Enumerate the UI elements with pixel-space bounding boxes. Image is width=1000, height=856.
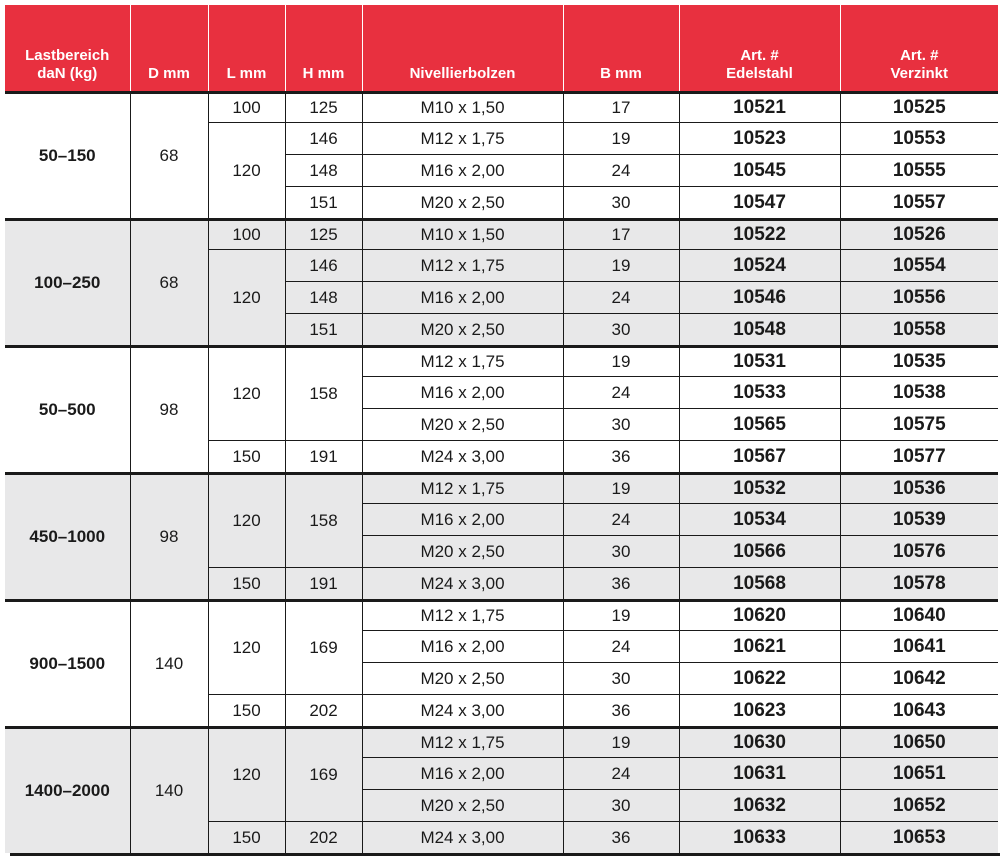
header-b-label: B mm — [600, 65, 642, 82]
header-bolt-label: Nivellierbolzen — [409, 65, 516, 82]
b-cell: 36 — [563, 822, 679, 854]
l-cell: 120 — [208, 250, 285, 347]
bolt-cell: M16 x 2,00 — [362, 758, 563, 790]
bolt-cell: M24 x 3,00 — [362, 822, 563, 854]
art-zinc-cell: 10641 — [840, 631, 998, 663]
art-zinc-cell: 10575 — [840, 409, 998, 441]
art-steel-cell: 10565 — [679, 409, 840, 441]
b-cell: 30 — [563, 790, 679, 822]
art-zinc-cell: 10640 — [840, 601, 998, 631]
h-cell: 146 — [285, 250, 362, 282]
b-cell: 19 — [563, 601, 679, 631]
art-zinc-cell: 10578 — [840, 568, 998, 601]
b-cell: 19 — [563, 474, 679, 504]
b-cell: 24 — [563, 758, 679, 790]
table-row — [5, 220, 998, 250]
art-zinc-cell: 10653 — [840, 822, 998, 854]
art-steel-cell: 10531 — [679, 347, 840, 377]
b-cell: 24 — [563, 631, 679, 663]
bolt-cell: M20 x 2,50 — [362, 663, 563, 695]
art-steel-cell: 10566 — [679, 536, 840, 568]
art-steel-cell: 10568 — [679, 568, 840, 601]
bolt-cell: M24 x 3,00 — [362, 441, 563, 474]
table-row — [5, 474, 998, 504]
b-cell: 17 — [563, 93, 679, 123]
table-group — [5, 474, 998, 601]
b-cell: 30 — [563, 314, 679, 347]
art-zinc-cell: 10553 — [840, 123, 998, 155]
bolt-cell: M20 x 2,50 — [362, 790, 563, 822]
bolt-cell: M16 x 2,00 — [362, 282, 563, 314]
b-cell: 19 — [563, 250, 679, 282]
l-cell: 100 — [208, 220, 285, 250]
b-cell: 17 — [563, 220, 679, 250]
l-cell: 150 — [208, 695, 285, 728]
h-cell: 146 — [285, 123, 362, 155]
bolt-cell: M24 x 3,00 — [362, 695, 563, 728]
b-cell: 19 — [563, 728, 679, 758]
table-header — [5, 5, 998, 93]
header-load-range — [5, 5, 130, 93]
d-cell: 98 — [130, 347, 208, 474]
d-cell: 68 — [130, 93, 208, 220]
l-cell: 150 — [208, 441, 285, 474]
h-cell: 125 — [285, 220, 362, 250]
art-steel-cell: 10631 — [679, 758, 840, 790]
art-steel-cell: 10546 — [679, 282, 840, 314]
art-steel-cell: 10532 — [679, 474, 840, 504]
bolt-cell: M10 x 1,50 — [362, 93, 563, 123]
art-steel-cell: 10620 — [679, 601, 840, 631]
load-range-cell: 100–250 — [5, 220, 130, 347]
l-cell: 120 — [208, 347, 285, 441]
bolt-cell: M24 x 3,00 — [362, 568, 563, 601]
art-steel-cell: 10630 — [679, 728, 840, 758]
header-art-zinc — [840, 5, 998, 93]
load-range-cell: 50–500 — [5, 347, 130, 474]
header-load-range-label: Lastbereich daN (kg) — [25, 47, 110, 82]
load-range-cell: 450–1000 — [5, 474, 130, 601]
b-cell: 19 — [563, 347, 679, 377]
art-zinc-cell: 10555 — [840, 155, 998, 187]
bolt-cell: M16 x 2,00 — [362, 155, 563, 187]
h-cell: 158 — [285, 474, 362, 568]
art-steel-cell: 10567 — [679, 441, 840, 474]
d-cell: 140 — [130, 601, 208, 728]
bolt-cell: M16 x 2,00 — [362, 631, 563, 663]
load-range-cell: 900–1500 — [5, 601, 130, 728]
l-cell: 120 — [208, 728, 285, 822]
table-row — [5, 601, 998, 631]
art-zinc-cell: 10558 — [840, 314, 998, 347]
art-steel-cell: 10533 — [679, 377, 840, 409]
d-cell: 140 — [130, 728, 208, 854]
bolt-cell: M20 x 2,50 — [362, 314, 563, 347]
h-cell: 158 — [285, 347, 362, 441]
table-row — [5, 93, 998, 123]
art-steel-cell: 10523 — [679, 123, 840, 155]
table-group — [5, 728, 998, 854]
art-zinc-cell: 10652 — [840, 790, 998, 822]
h-cell: 125 — [285, 93, 362, 123]
art-steel-cell: 10534 — [679, 504, 840, 536]
bolt-cell: M20 x 2,50 — [362, 536, 563, 568]
bolt-cell: M12 x 1,75 — [362, 474, 563, 504]
header-art-steel-label: Art. # Edelstahl — [726, 47, 793, 82]
bolt-cell: M20 x 2,50 — [362, 409, 563, 441]
art-zinc-cell: 10535 — [840, 347, 998, 377]
b-cell: 19 — [563, 123, 679, 155]
art-zinc-cell: 10525 — [840, 93, 998, 123]
header-b — [563, 5, 679, 93]
art-steel-cell: 10522 — [679, 220, 840, 250]
header-d — [130, 5, 208, 93]
h-cell: 191 — [285, 568, 362, 601]
art-steel-cell: 10547 — [679, 187, 840, 220]
b-cell: 36 — [563, 441, 679, 474]
bolt-cell: M12 x 1,75 — [362, 250, 563, 282]
h-cell: 169 — [285, 728, 362, 822]
bolt-cell: M16 x 2,00 — [362, 504, 563, 536]
b-cell: 36 — [563, 695, 679, 728]
art-zinc-cell: 10554 — [840, 250, 998, 282]
h-cell: 148 — [285, 282, 362, 314]
load-range-cell: 50–150 — [5, 93, 130, 220]
art-zinc-cell: 10650 — [840, 728, 998, 758]
art-steel-cell: 10633 — [679, 822, 840, 854]
art-zinc-cell: 10538 — [840, 377, 998, 409]
bolt-cell: M12 x 1,75 — [362, 728, 563, 758]
art-steel-cell: 10632 — [679, 790, 840, 822]
table-group — [5, 347, 998, 474]
l-cell: 120 — [208, 601, 285, 695]
table-group — [5, 601, 998, 728]
art-zinc-cell: 10526 — [840, 220, 998, 250]
table-row — [5, 728, 998, 758]
bolt-cell: M16 x 2,00 — [362, 377, 563, 409]
l-cell: 120 — [208, 474, 285, 568]
h-cell: 148 — [285, 155, 362, 187]
l-cell: 150 — [208, 568, 285, 601]
art-zinc-cell: 10557 — [840, 187, 998, 220]
bolt-cell: M20 x 2,50 — [362, 187, 563, 220]
art-steel-cell: 10524 — [679, 250, 840, 282]
header-row — [5, 5, 998, 93]
header-h — [285, 5, 362, 93]
h-cell: 151 — [285, 187, 362, 220]
art-steel-cell: 10621 — [679, 631, 840, 663]
bolt-cell: M12 x 1,75 — [362, 123, 563, 155]
header-art-steel — [679, 5, 840, 93]
art-steel-cell: 10622 — [679, 663, 840, 695]
art-steel-cell: 10548 — [679, 314, 840, 347]
table-group — [5, 220, 998, 347]
product-table-container — [5, 5, 998, 853]
bolt-cell: M12 x 1,75 — [362, 601, 563, 631]
header-l-label: L mm — [226, 65, 267, 82]
h-cell: 151 — [285, 314, 362, 347]
art-zinc-cell: 10536 — [840, 474, 998, 504]
h-cell: 202 — [285, 822, 362, 854]
h-cell: 169 — [285, 601, 362, 695]
b-cell: 24 — [563, 504, 679, 536]
art-zinc-cell: 10643 — [840, 695, 998, 728]
art-zinc-cell: 10576 — [840, 536, 998, 568]
d-cell: 68 — [130, 220, 208, 347]
table-group — [5, 93, 998, 220]
b-cell: 30 — [563, 187, 679, 220]
header-art-zinc-label: Art. # Verzinkt — [890, 47, 949, 82]
art-zinc-cell: 10642 — [840, 663, 998, 695]
header-l — [208, 5, 285, 93]
h-cell: 191 — [285, 441, 362, 474]
product-table — [5, 5, 998, 853]
b-cell: 24 — [563, 282, 679, 314]
header-d-label: D mm — [148, 65, 190, 82]
load-range-cell: 1400–2000 — [5, 728, 130, 854]
b-cell: 30 — [563, 409, 679, 441]
b-cell: 30 — [563, 536, 679, 568]
b-cell: 24 — [563, 377, 679, 409]
bolt-cell: M10 x 1,50 — [362, 220, 563, 250]
l-cell: 100 — [208, 93, 285, 123]
header-bolt — [362, 5, 563, 93]
b-cell: 24 — [563, 155, 679, 187]
header-h-label: H mm — [302, 65, 345, 82]
art-steel-cell: 10623 — [679, 695, 840, 728]
art-zinc-cell: 10577 — [840, 441, 998, 474]
art-zinc-cell: 10556 — [840, 282, 998, 314]
l-cell: 120 — [208, 123, 285, 220]
bolt-cell: M12 x 1,75 — [362, 347, 563, 377]
art-steel-cell: 10545 — [679, 155, 840, 187]
art-steel-cell: 10521 — [679, 93, 840, 123]
art-zinc-cell: 10539 — [840, 504, 998, 536]
table-row — [5, 347, 998, 377]
b-cell: 36 — [563, 568, 679, 601]
h-cell: 202 — [285, 695, 362, 728]
d-cell: 98 — [130, 474, 208, 601]
l-cell: 150 — [208, 822, 285, 854]
art-zinc-cell: 10651 — [840, 758, 998, 790]
b-cell: 30 — [563, 663, 679, 695]
